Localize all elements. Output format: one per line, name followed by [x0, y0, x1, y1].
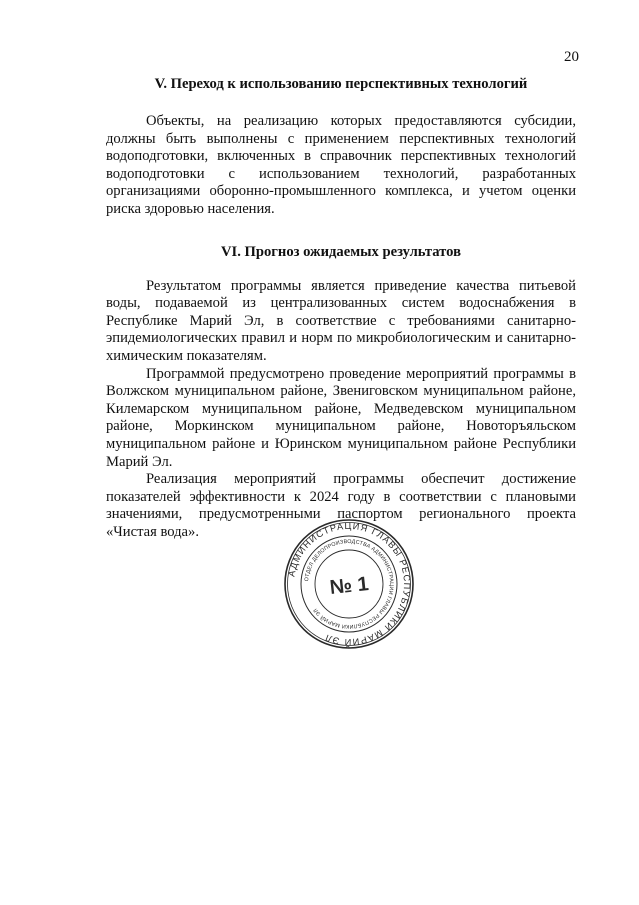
document-body: [106, 70, 576, 541]
section-6-paragraph-3: Реализация мероприятий программы обеспечит достижение показателей эффективности к 2024 году в соответствии с плановыми значениями, предусмотренными паспортом регионального проекта «Чистая вода».: [106, 471, 576, 540]
section-5-paragraph-1: Объекты, на реализацию которых предоставляются субсидии, должны быть выполнены с применением перспективных технологий водоподготовки, включенных в справочник перспективных технологий водоподготовки с использованием технологий, разработанных организациями оборонно-промышленного комплекса, и учетом оценки риска здоровью населения.: [106, 113, 576, 217]
section-6-body: [106, 278, 576, 542]
stamp-center-text: № 1: [328, 573, 370, 599]
section-6-paragraph-2: Программой предусмотрено проведение мероприятий программы в Волжском муниципальном районе, Звениговском муниципальном районе, Килемарском муниципальном районе, Медведевском муниципальном районе, Моркинском муниципальном районе, Новоторъяльском муниципальном районе и Юринском муниципальном районе Республики Марий Эл.: [106, 365, 576, 470]
stamp-inner-text: ОТДЕЛ ДЕЛОПРОИЗВОДСТВА АДМИНИСТРАЦИИ ГЛАВЫ РЕСПУБЛИКИ МАРИЙ ЭЛ: [304, 538, 395, 630]
page-number: 20: [564, 49, 579, 65]
section-6-heading: VI. Прогноз ожидаемых результатов: [221, 243, 461, 260]
stamp-seal-icon: [282, 517, 416, 651]
stamp-outer-text: АДМИНИСТРАЦИЯ ГЛАВЫ РЕСПУБЛИКИ МАРИЙ ЭЛ: [286, 520, 413, 648]
official-stamp: [282, 517, 416, 651]
section-5-body: [106, 113, 576, 219]
section-6-paragraph-1: Результатом программы является приведение качества питьевой воды, подаваемой из централизованных систем водоснабжения в Республике Марий Эл, в соответствие с требованиями санитарно-эпидемиологических правил и норм по микробиологическим и санитарно-химическим показателям.: [106, 277, 576, 364]
section-5-heading: V. Переход к использованию перспективных технологий: [154, 76, 528, 92]
